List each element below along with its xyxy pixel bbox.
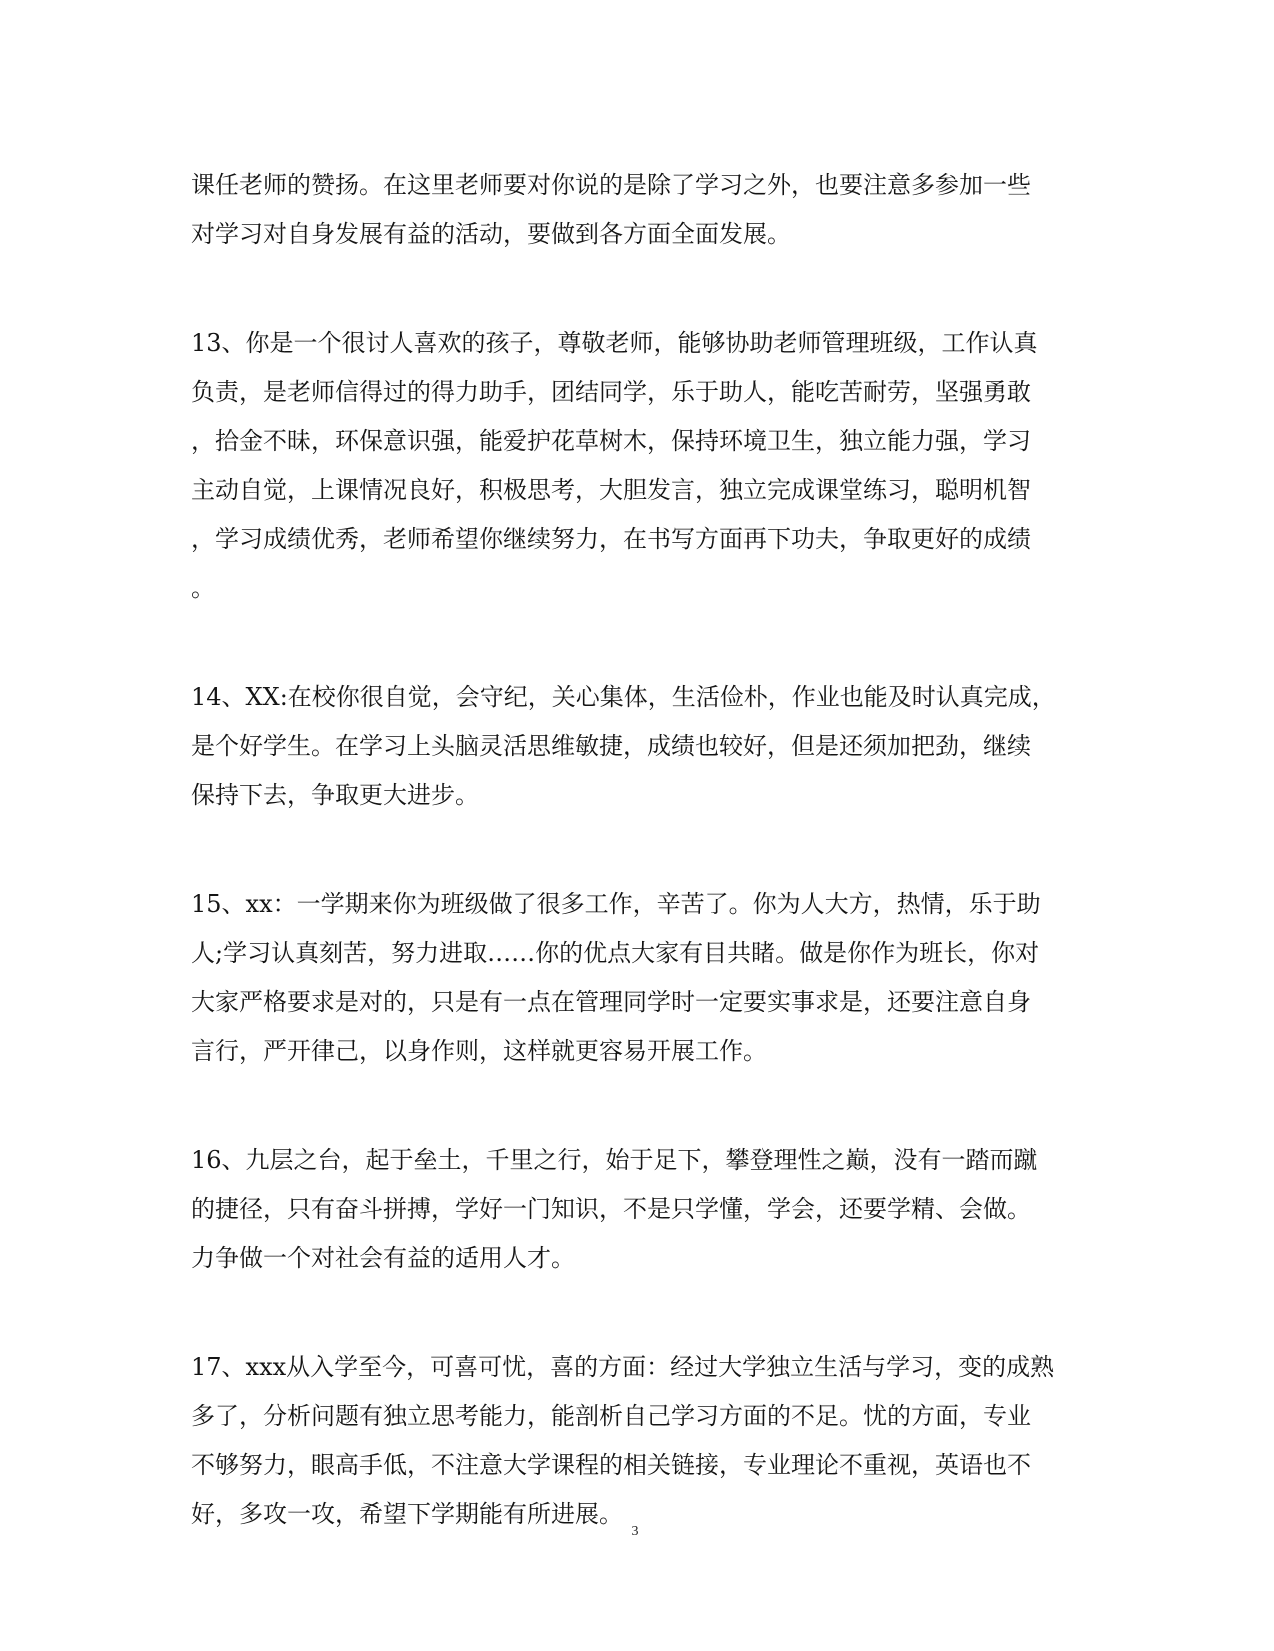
text-line: 17、xxx从入学至今，可喜可忧，喜的方面：经过大学独立生活与学习，变的成熟 — [191, 1353, 1055, 1381]
text-line: ，拾金不昧，环保意识强，能爱护花草树木，保持环境卫生，独立能力强，学习 — [191, 427, 1031, 455]
document-body — [191, 161, 1091, 1599]
text-line: 人;学习认真刻苦，努力进取……你的优点大家有目共睹。做是你作为班长，你对 — [191, 939, 1040, 967]
text-line: 14、XX:在校你很自觉，会守纪，关心集体，生活俭朴，作业也能及时认真完成， — [191, 683, 1056, 711]
text-line: 15、xx：一学期来你为班级做了很多工作，辛苦了。你为人大方，热情，乐于助 — [191, 890, 1041, 918]
text-line: 多了，分析问题有独立思考能力，能剖析自己学习方面的不足。忧的方面，专业 — [191, 1402, 1031, 1430]
text-line: 13、你是一个很讨人喜欢的孩子，尊敬老师，能够协助老师管理班级，工作认真 — [191, 329, 1038, 357]
paragraph-item-16 — [191, 1136, 1091, 1283]
text-line: 16、九层之台，起于垒土，千里之行，始于足下，攀登理性之巅，没有一踏而蹴 — [191, 1146, 1038, 1174]
text-line: 主动自觉，上课情况良好，积极思考，大胆发言，独立完成课堂练习，聪明机智 — [191, 476, 1031, 504]
paragraph-item-15 — [191, 880, 1091, 1076]
text-line: 不够努力，眼高手低，不注意大学课程的相关链接，专业理论不重视，英语也不 — [191, 1451, 1031, 1479]
text-line: 是个好学生。在学习上头脑灵活思维敏捷，成绩也较好，但是还须加把劲，继续 — [191, 732, 1031, 760]
text-line: 。 — [191, 574, 215, 602]
page-number: 3 — [631, 1524, 639, 1539]
text-line: 大家严格要求是对的，只是有一点在管理同学时一定要实事求是，还要注意自身 — [191, 988, 1031, 1016]
text-line: 言行，严开律己，以身作则，这样就更容易开展工作。 — [191, 1037, 767, 1065]
text-line: 课任老师的赞扬。在这里老师要对你说的是除了学习之外，也要注意多参加一些 — [191, 171, 1031, 199]
text-line: ，学习成绩优秀，老师希望你继续努力，在书写方面再下功夫，争取更好的成绩 — [191, 525, 1031, 553]
text-line: 好，多攻一攻，希望下学期能有所进展。 — [191, 1500, 623, 1528]
text-line: 的捷径，只有奋斗拼搏，学好一门知识，不是只学懂，学会，还要学精、会做。 — [191, 1195, 1031, 1223]
paragraph-item-14 — [191, 673, 1091, 820]
paragraph-continuation — [191, 161, 1091, 259]
text-line: 保持下去，争取更大进步。 — [191, 781, 479, 809]
text-line: 力争做一个对社会有益的适用人才。 — [191, 1244, 575, 1272]
text-line: 对学习对自身发展有益的活动，要做到各方面全面发展。 — [191, 220, 791, 248]
text-line: 负责，是老师信得过的得力助手，团结同学，乐于助人，能吃苦耐劳，坚强勇敢 — [191, 378, 1031, 406]
paragraph-item-13 — [191, 319, 1091, 613]
paragraph-item-17 — [191, 1343, 1091, 1539]
